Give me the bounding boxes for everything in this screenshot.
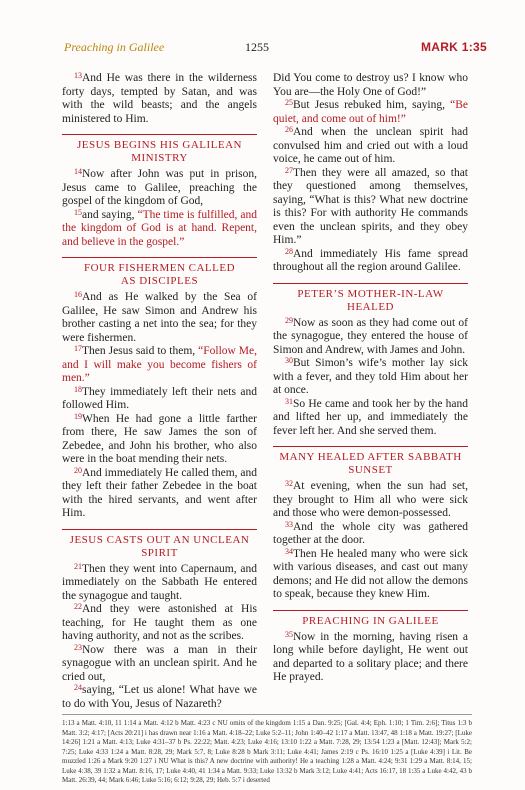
verse: $^{18}$They immediately left their nets and followed Him. [62,384,257,411]
verse: $^{33}$And the whole city was gathered together at the door. [273,519,468,546]
verse: $^{23}$Now there was a man in their synagogue with an unclean spirit. And he cried out, [62,642,257,683]
verse: $^{16}$And as He walked by the Sea of Galilee, He saw Simon and Andrew his brother casting a net into the sea; for they were fishermen. [62,290,257,344]
verse: $^{14}$Now after John was put in prison, Jesus came to Galilee, preaching the gospel of the kingdom of God, [62,167,257,207]
running-header [0,40,525,58]
verse: $^{28}$And immediately His fame spread throughout all the region around Galilee. [273,246,468,273]
heading-rule [273,283,468,284]
section-heading: FOUR FISHERMEN CALLED AS DISCIPLES [62,257,257,288]
section-heading: PREACHING IN GALILEE [273,610,468,628]
verse: $^{20}$And immediately He called them, and they left their father Zebedee in the boat with the hired servants, and went after Him. [62,465,257,519]
words-of-jesus: “Be quiet, and come out of him!” [273,99,468,125]
page-number: 1255 [245,40,269,54]
verse: Did You come to destroy us? I know who You are—the Holy One of God!” [273,72,468,98]
verse: $^{22}$And they were astonished at His teaching, for He taught them as one having authority, and not as the scribes. [62,602,257,642]
verse: $^{25}$But Jesus rebuked him, saying, “Be quiet, and come out of him!” [273,98,468,125]
verse: $^{29}$Now as soon as they had come out of the synagogue, they entered the house of Simon and Andrew, with James and John. [273,315,468,356]
verse: $^{30}$But Simon’s wife’s mother lay sick with a fever, and they told Him about her at once. [273,356,468,396]
verse: $^{13}$And He was there in the wilderness forty days, tempted by Satan, and was with the wild beasts; and the angels ministered to Him. [62,71,257,125]
verse: $^{31}$So He came and took her by the hand and lifted her up, and immediately the fever left her. And she served them. [273,396,468,437]
heading-rule [62,134,257,135]
verse: $^{21}$Then they went into Capernaum, and immediately on the Sabbath He entered the synagogue and taught. [62,561,257,602]
chapter-reference: MARK 1:35 [420,40,487,54]
section-heading: PETER’S MOTHER-IN-LAW HEALED [273,283,468,314]
verse: $^{15}$and saying, “The time is fulfilled, and the kingdom of God is at hand. Repent, and believe in the gospel.” [62,207,257,248]
verse: $^{27}$Then they were all amazed, so that they questioned among themselves, saying, “What is this? What new doctrine is this? For with authority He commands even the unclean spirits, and they obey Him.” [273,165,468,246]
section-heading: JESUS CASTS OUT AN UNCLEAN SPIRIT [62,529,257,560]
heading-rule [62,529,257,530]
footnote-rule [62,714,472,715]
verse: $^{26}$And when the unclean spirit had convulsed him and cried out with a loud voice, he came out of him. [273,125,468,165]
verse: $^{34}$Then He healed many who were sick with various diseases, and cast out many demons; and He did not allow the demons to speak, because they knew Him. [273,546,468,600]
words-of-jesus: “Follow Me, and I will make you become fishers of men.” [62,345,258,384]
section-heading: MANY HEALED AFTER SABBATH SUNSET [273,446,468,477]
heading-rule [62,257,257,258]
right-column [273,72,468,685]
heading-rule [273,610,468,611]
verse: $^{17}$Then Jesus said to them, “Follow Me, and I will make you become fishers of men.” [62,344,258,384]
section-title: Preaching in Galilee [64,40,165,54]
footnote-text: 1:13 a Matt. 4:10, 11 1:14 a Matt. 4:12 b Matt. 4:23 c NU omits of the kingdom 1:15 a Dan. 9:25; [Gal. 4:4; Eph. 1:10; 1 Tim. 2:6]; Titus 1:3 b Matt. 3:2; 4:17; [Acts 20:21] i has drawn near 1:16 a Matt. 4:18–22; Luke 5:2–11; John 1:40–42 1:17 a Matt. 13:47, 48 1:18 a Matt. 19:27; [Luke 14:26] 1:21 a Matt. 4:13; Luke 4:31–37 b Ps. 22:22; Matt. 4:23; Luke 4:16; 13:10 1:22 a Matt. 7:28, 29; 13:54 1:23 a [Matt. 12:43]; Mark 5:2; 7:25; Luke 4:33 1:24 a Matt. 8:28, 29; Mark 5:7, 8; Luke 8:28 b Mark 3:11; Luke 4:41; James 2:19 c Ps. 16:10 1:25 a [Luke 4:39] i Lit. Be muzzled 1:26 a Mark 9:20 1:27 i NU What is this? A new doctrine with authority! He a teaching 1:28 a Matt. 4:24; 9:31 1:29 a Matt. 8:14, 15; Luke 4:38, 39 1:32 a Matt. 8:16, 17; Luke 4:40, 41 1:34 a Matt. 9:33; Luke 13:32 b Mark 3:12; Luke 4:41; Acts 16:17, 18 1:35 a Luke 4:42, 43 b Matt. 26:39, 44; Mark 6:46; Luke 5:16; 6:12; 9:28, 29; Heb. 5:7 i deserted [62,719,472,784]
section-heading: JESUS BEGINS HIS GALILEAN MINISTRY [62,134,257,165]
verse: $^{19}$When He had gone a little farther from there, He saw James the son of Zebedee, and John his brother, who also were in the boat mending their nets. [62,411,257,465]
verse: $^{24}$saying, “Let us alone! What have we to do with You, Jesus of Nazareth? [62,683,257,710]
left-column [62,72,257,711]
footnotes [62,714,472,786]
verse: $^{32}$At evening, when the sun had set, they brought to Him all who were sick and those who were demon-possessed. [273,479,468,519]
words-of-jesus: “The time is fulfilled, and the kingdom of God is at hand. Repent, and believe in the gospel.” [62,208,257,248]
verse: $^{35}$Now in the morning, having risen a long while before daylight, He went out and departed to a solitary place; and there He prayed. [273,629,468,683]
heading-rule [273,446,468,447]
